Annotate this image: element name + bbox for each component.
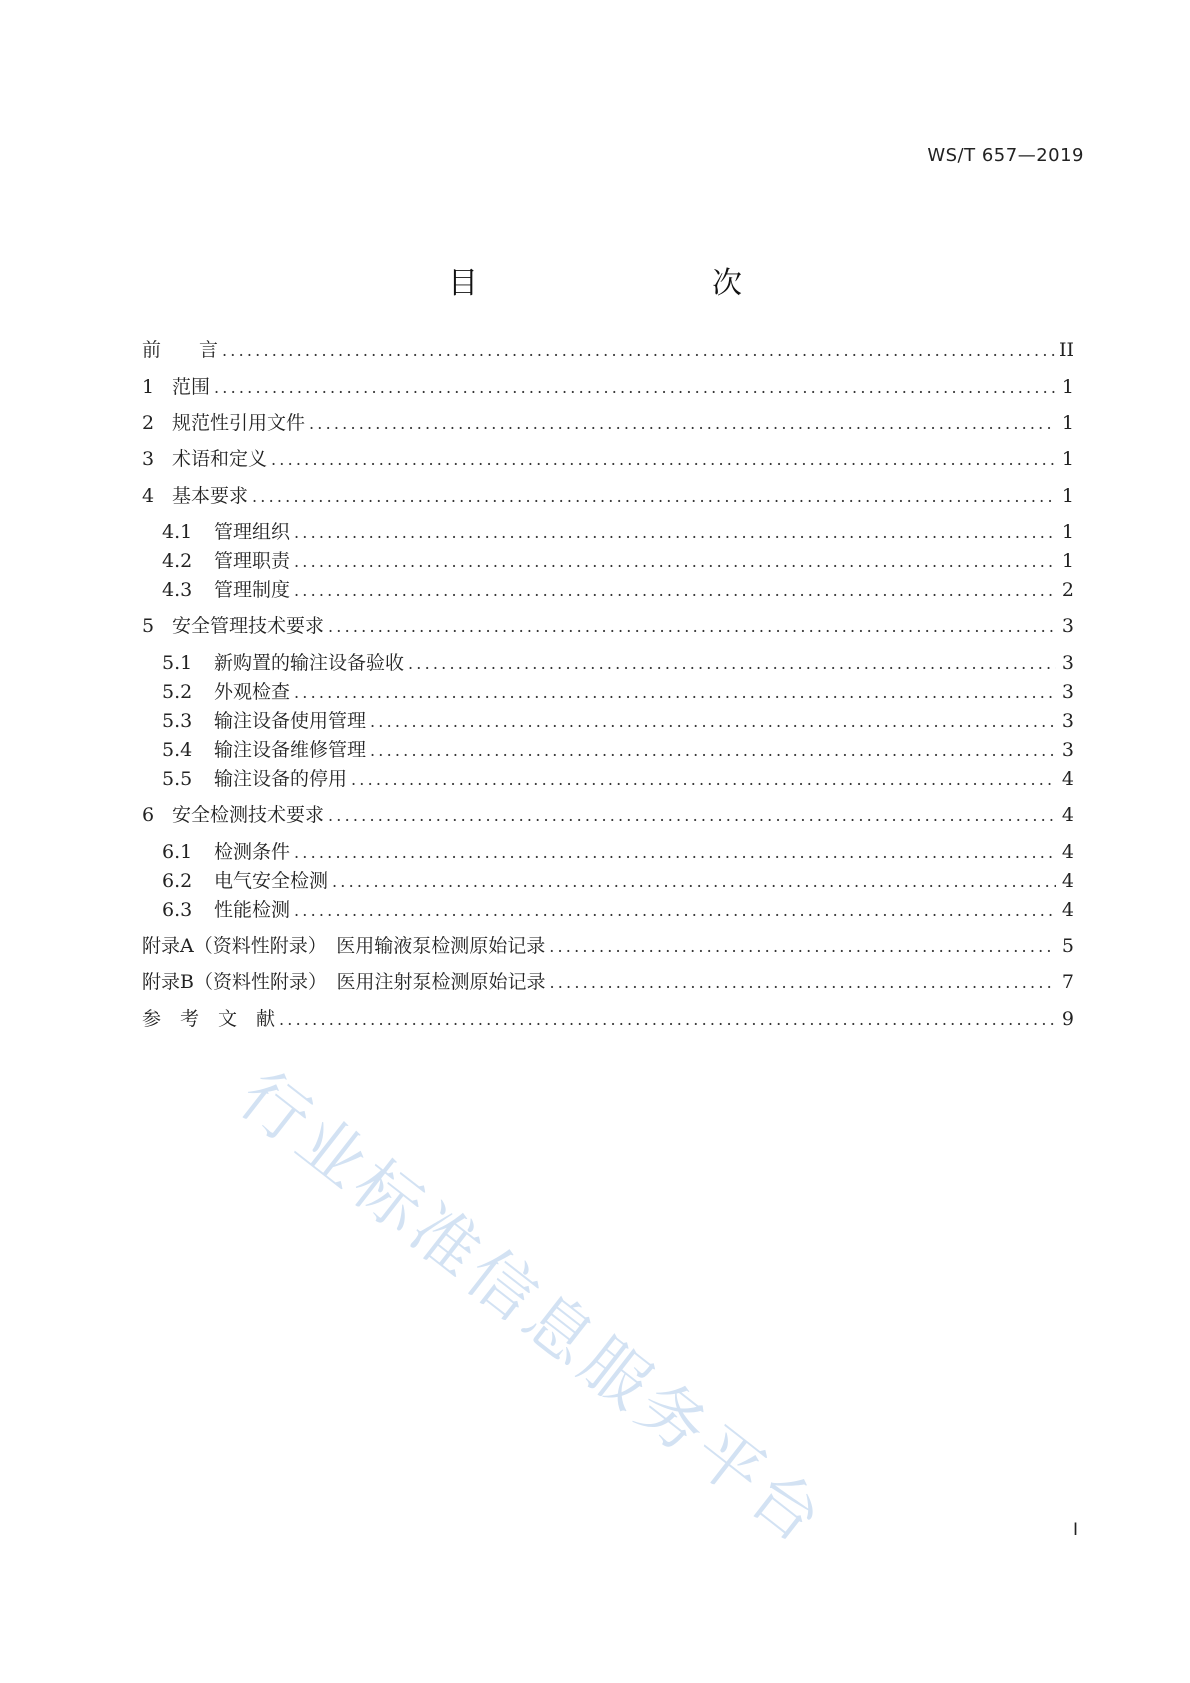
toc-entry[interactable] [162, 519, 1074, 545]
toc-entry-page: 1 [1061, 550, 1074, 572]
toc-entry[interactable] [162, 679, 1074, 705]
toc-entry[interactable] [142, 969, 1074, 995]
toc-entry-page: 1 [1061, 485, 1074, 507]
toc-leader-dots [549, 970, 1056, 996]
toc-entry-number: 6 [142, 804, 155, 826]
toc-entry[interactable] [162, 897, 1074, 923]
toc-entry[interactable] [162, 548, 1074, 574]
toc-entry[interactable] [162, 577, 1074, 603]
toc-entry-label: 参 考 文 献 [142, 1008, 276, 1030]
toc-entry-number: 5.2 [162, 681, 193, 703]
toc-entry-page: 1 [1061, 412, 1074, 434]
toc-entry-page: 3 [1061, 681, 1074, 703]
toc-entry-number: 4.3 [162, 579, 193, 601]
toc-entry-label: 术语和定义 [172, 448, 268, 470]
toc-entry-number: 5.3 [162, 710, 193, 732]
toc-entry-label: 检测条件 [214, 841, 291, 863]
toc-entry-page: 3 [1061, 615, 1074, 637]
toc-leader-dots [294, 549, 1056, 575]
toc-entry-page: 4 [1061, 870, 1074, 892]
toc-entry-label: 新购置的输注设备验收 [214, 652, 405, 674]
toc-entry-label: 附录A（资料性附录） 医用输液泵检测原始记录 [142, 935, 546, 957]
toc-entry-label: 安全检测技术要求 [172, 804, 325, 826]
toc-entry[interactable] [162, 766, 1074, 792]
toc-entry[interactable] [162, 737, 1074, 763]
toc-entry-number: 4.2 [162, 550, 193, 572]
toc-entry-number: 5.4 [162, 739, 193, 761]
toc-leader-dots [294, 578, 1056, 604]
toc-entry-label: 管理职责 [214, 550, 291, 572]
toc-entry[interactable] [142, 1006, 1074, 1032]
toc-entry-label: 附录B（资料性附录） 医用注射泵检测原始记录 [142, 971, 546, 993]
toc-entry-label: 输注设备维修管理 [214, 739, 367, 761]
toc-leader-dots [370, 738, 1056, 764]
toc-entry-number: 4.1 [162, 521, 193, 543]
toc-leader-dots [271, 447, 1056, 473]
toc-entry-page: 1 [1061, 448, 1074, 470]
toc-leader-dots [222, 338, 1055, 364]
toc-leader-dots [332, 869, 1056, 895]
toc-entry[interactable] [142, 337, 1074, 363]
toc-entry-label: 外观检查 [214, 681, 291, 703]
toc-entry-label: 管理组织 [214, 521, 291, 543]
toc-entry-page: 2 [1061, 579, 1074, 601]
page-number: I [1072, 1520, 1078, 1540]
toc-entry-label: 规范性引用文件 [172, 412, 306, 434]
toc-entry-page: 7 [1061, 971, 1074, 993]
toc-leader-dots [328, 803, 1056, 829]
toc-entry-label: 安全管理技术要求 [172, 615, 325, 637]
standard-code: WS/T 657—2019 [927, 145, 1084, 166]
page-title: 目 次 [448, 266, 800, 301]
toc-leader-dots [279, 1007, 1056, 1033]
toc-entry-number: 4 [142, 485, 155, 507]
toc-entry-number: 1 [142, 376, 155, 398]
toc-entry-number: 3 [142, 448, 155, 470]
toc-leader-dots [549, 934, 1056, 960]
toc-entry-page: 3 [1061, 652, 1074, 674]
toc-entry-page: 4 [1061, 804, 1074, 826]
toc-entry-label: 管理制度 [214, 579, 291, 601]
toc-entry-page: 5 [1061, 935, 1074, 957]
toc-entry[interactable] [142, 374, 1074, 400]
toc-entry-label: 输注设备的停用 [214, 768, 348, 790]
toc-entry-number: 6.1 [162, 841, 193, 863]
toc-leader-dots [294, 840, 1056, 866]
toc-entry[interactable] [142, 483, 1074, 509]
toc-entry[interactable] [162, 708, 1074, 734]
toc-leader-dots [370, 709, 1056, 735]
toc-entry-label: 基本要求 [172, 485, 249, 507]
toc-entry[interactable] [142, 613, 1074, 639]
toc-entry-number: 6.3 [162, 899, 193, 921]
toc-entry-label: 性能检测 [214, 899, 291, 921]
toc-entry-page: 3 [1061, 739, 1074, 761]
toc-entry[interactable] [162, 868, 1074, 894]
toc-entry-number: 5.5 [162, 768, 193, 790]
toc-leader-dots [294, 898, 1056, 924]
toc-entry-label: 电气安全检测 [214, 870, 329, 892]
toc-leader-dots [294, 680, 1056, 706]
toc-leader-dots [351, 767, 1056, 793]
toc-entry[interactable] [142, 446, 1074, 472]
toc-entry[interactable] [162, 650, 1074, 676]
toc-leader-dots [408, 651, 1056, 677]
toc-leader-dots [294, 520, 1056, 546]
toc-leader-dots [328, 614, 1056, 640]
toc-entry-page: 4 [1061, 899, 1074, 921]
toc-entry-page: 1 [1061, 521, 1074, 543]
toc-leader-dots [252, 484, 1056, 510]
toc-entry-page: 4 [1061, 768, 1074, 790]
toc-entry[interactable] [142, 802, 1074, 828]
toc-entry-page: 4 [1061, 841, 1074, 863]
toc-entry[interactable] [162, 839, 1074, 865]
toc-entry-page: 1 [1061, 376, 1074, 398]
toc-entry-label: 范围 [172, 376, 211, 398]
toc-leader-dots [309, 411, 1056, 437]
toc-entry-page: 9 [1061, 1008, 1074, 1030]
toc-entry-number: 5.1 [162, 652, 193, 674]
toc-entry-number: 5 [142, 615, 155, 637]
toc-entry-number: 6.2 [162, 870, 193, 892]
watermark: 行业标准信息服务平台 [225, 1056, 841, 1561]
toc-leader-dots [214, 375, 1056, 401]
toc-entry-number: 2 [142, 412, 155, 434]
toc-entry-page: II [1058, 339, 1074, 361]
toc-entry[interactable] [142, 933, 1074, 959]
toc-entry-label: 前 言 [142, 339, 219, 361]
toc-entry[interactable] [142, 410, 1074, 436]
toc-entry-page: 3 [1061, 710, 1074, 732]
toc-entry-label: 输注设备使用管理 [214, 710, 367, 732]
